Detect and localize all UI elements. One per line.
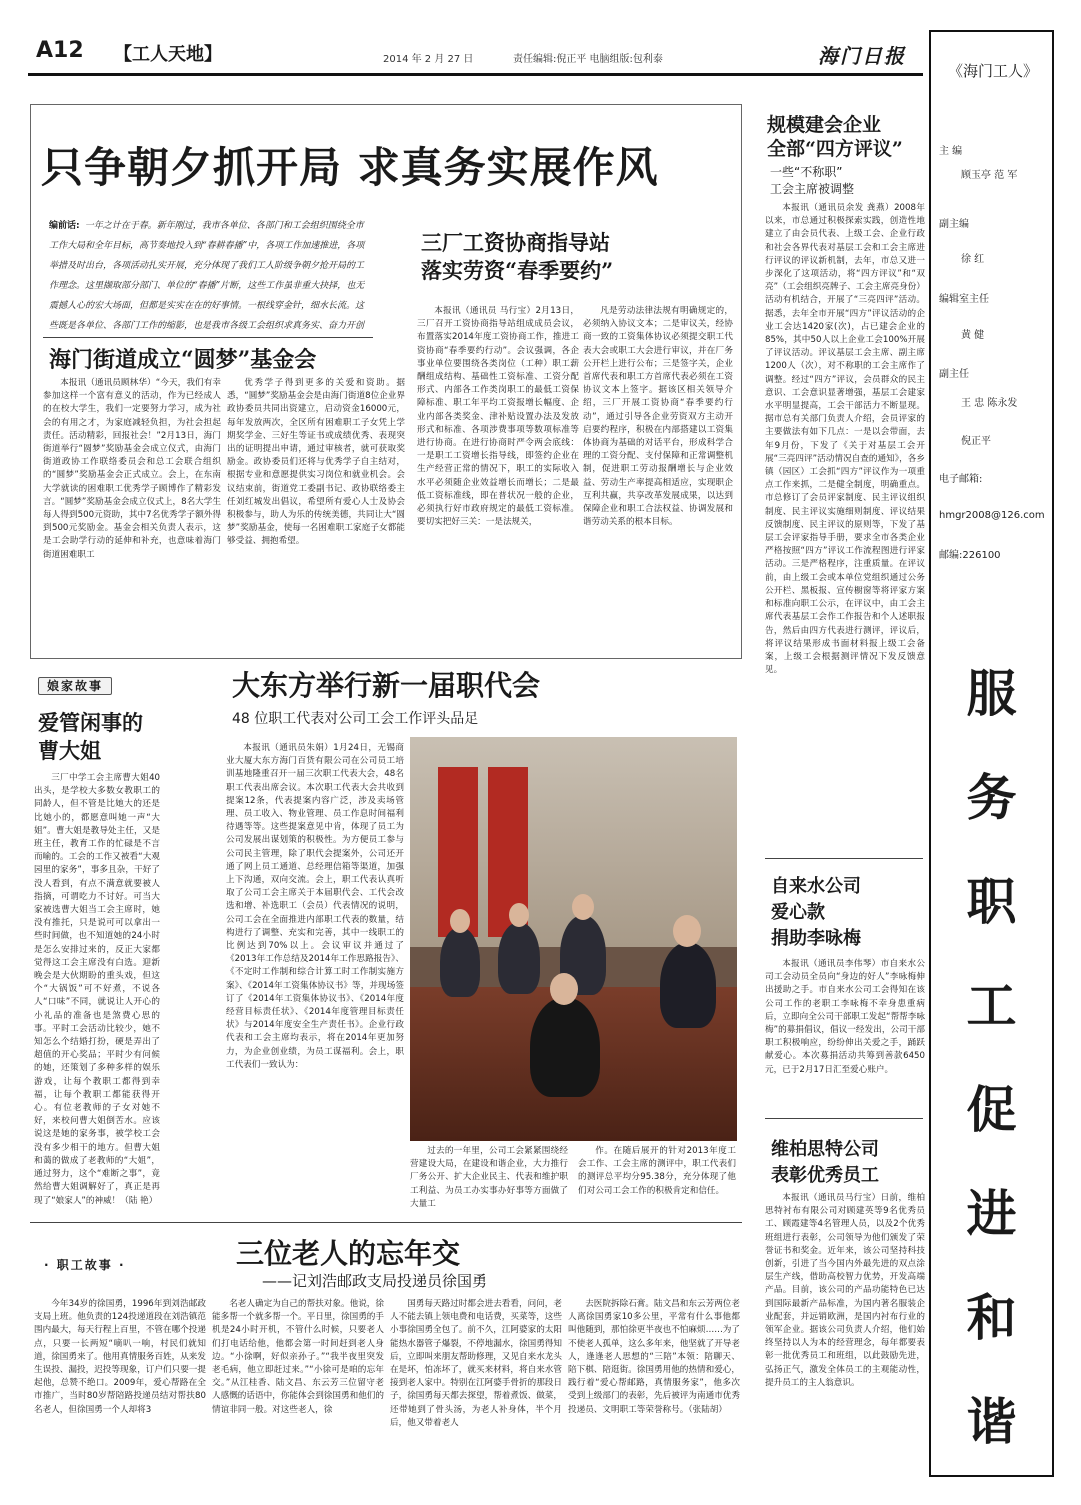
staff-line: 编辑室主任 bbox=[939, 294, 989, 305]
divider bbox=[30, 1222, 742, 1223]
slogan-char: 职 bbox=[966, 872, 1017, 931]
siping-headline-2: 全部“四方评议” bbox=[767, 138, 903, 160]
staff-line: hmgr2008@126.com bbox=[939, 510, 1045, 521]
slogan-char: 服 bbox=[966, 664, 1017, 723]
editor-note-label: 编前话: bbox=[49, 221, 80, 231]
slogan-char: 工 bbox=[966, 976, 1017, 1035]
siping-headline-1: 规模建会企业 bbox=[767, 114, 882, 136]
slogan-char: 务 bbox=[966, 768, 1017, 827]
water-body: 本报讯（通讯员李伟琴）市自来水公司工会动员全员向“身边的好人”李咏梅伸出援助之手。市自来水公司工会得知在该公司工作的老职工李咏梅不幸身患重病后，立即向全公司干部职工发起“帮帮李咏梅”的募捐倡议，倡议一经发出，公司干部职工积极响应，纷纷伸出关爱之手，踊跃献爱心。本次募捐活动共筹到善款6450元，已于2月17日汇至爱心账户。 bbox=[765, 959, 925, 1075]
staff-line: 王 忠 陈永发 bbox=[961, 398, 1018, 409]
editor-note bbox=[49, 213, 369, 333]
staff-line: 主 编 bbox=[939, 146, 963, 157]
dadongfang-headline: 大东方举行新一届职代会 bbox=[232, 669, 541, 702]
meeting-photo bbox=[410, 737, 737, 1141]
editor-note-text: 一年之计在于春。新年刚过，我市各单位、各部门和工会组织围绕全市工作大局和全年目标，高节奏地投入到“春耕春播”中，各项工作加速推进，各项举措及时出台，各项活动扎实开展，充分体现了我们工人阶级争朝夕抢开局的工作理念。这里撷取部分部门、单位的“春播”片断，这些工作虽非重大抉择，也无震撼人心的宏大场面，但都是实实在在的好事情。一根线穿金针，细水长流。这些既是各单位、各部门工作的缩影，也是我市各级工会组织求真务实、奋力开创 bbox=[49, 221, 365, 331]
cao-headline-2: 曹大姐 bbox=[38, 738, 101, 763]
siping-body: 本报讯（通讯员余发 龚燕）2008年以来，市总通过积极探索实践，创造性地建立了由会员代表、上级工会、企业行政和社会各界代表对基层工会和工会主席进行评议的评议新机制，去年，市总又进一步深化了这项活动，将“四方评议”和“双亮”（工会组织亮牌子、工会主席亮身份）活动有机结合，开展了“三亮四评”活动。据悉，去年全市开展“四方”评议活动的企业工会达1420家(次)，占已建会企业的85%，其中50人以上企业工会100%开展了评议活动。评议基层工会主席、副主席1200人（次），对不称职的工会主席作了调整。经过“四方”评议，会员群众的民主意识、工会意识显著增强，基层工会建家水平明显提高，工会干部活力不断显现。据市总有关部门负责人介绍，会员评家的主要做法有如下几点：一是以会带面，去年9月份，下发了《关于对基层工会开展“三亮四评”活动情况自查的通知》，各乡镇（园区）工会抓“四方”评议作为一项重点工作来抓，二是健全制度，明确重点。市总修订了会员评家制度、民主评议组织制度、民主评议实施细则制度、评议结果反馈制度、民主评议的原则等，下发了基层工会评家指导手册，要求全市各类企业严格按照“四方”评议工作流程图进行评家活动。三是严格程序，注重质量。在评议前，由上级工会或本单位党组织通过公务公开栏、黑板报、宣传橱窗等将评家方案和标准向职工公示，在评议中，由工会主席代表基层工会作工作报告和个人述职报告，然后由四方代表进行测评，评议后，将评议结果形成书面材料报上级工会备案，上级工会根据测评情况下发反馈意见。 bbox=[765, 203, 925, 676]
dadongfang-body-col1: 本报讯（通讯员朱娟）1月24日，无锡商业大厦大东方海门百货有限公司在公司员工培训基地隆重召开一届三次职工代表大会，48名职工代表出席会议。本次职工代表大会共收到提案12条，代表提案内容广泛，涉及卖场管理、员工收入、物业管理、员工作息时间福利待遇等等。这些提案意见中肯，体现了员工为公司发展出谋划策的积极性。为方便员工参与公司民主管理，除了职代会提案外，公司还开通了网上员工通道、总经理信箱等渠道，加强上下沟通，双向交流。会上，职工代表认真听取了公司工会主席关于本届职代会、工代会改选和增、补选职工（会员）代表情况的说明，公司工会在全面推进内部职工代表的数量，结构进行了调整、充实和完善，其中一线职工的比例达到70%以上。会议审议并通过了《2013年工作总结及2014年工作思路报告》、《不定时工作制和综合计算工时工作制实施方案》、《2014年工资集体协议书》等，并现场签订了《2014年工资集体协议书》、《2014年度经营目标责任状》、《2014年度管理目标责任状》与2014年度安全生产责任书》。企业行政代表和工会主席均表示，将在2014年更加努力，为企业创业绩，为员工谋福利。会上，职工代表们一致认为： bbox=[226, 743, 404, 1070]
section-label: 【工人天地】 bbox=[114, 44, 222, 65]
editor-credits: 责任编辑:倪正平 电脑组版:包利泰 bbox=[513, 54, 663, 65]
staff-line: 黄 健 bbox=[961, 330, 985, 341]
issue-date: 2014 年 2 月 27 日 bbox=[383, 54, 474, 65]
weeks-body-col1: 今年34岁的徐国勇，1996年到刘浩邮政支局上班。他负责的124投递道段在刘浩镇范围内最大，每天行程上百里，不管在哪个投递点，只要一长两短“嘀叭一响，村民们就知道，徐国勇来了。他用真情服务百姓，从来发生误投、漏投，迟投等现象，订户们只要一提起他，总赞不绝口。2009年，爱心帮路在全市推广，当时80岁帮陪路投递员结对帮扶80名老人，但徐国勇一个人却将3 bbox=[34, 1299, 206, 1415]
weeks-body-col2: 名老人确定为自己的帮扶对象。他说，徐能多帮一个就多帮一个。平日里，徐国勇的手机是24小时开机，不管什么时候，只要老人们打电话给他，他都会第一时间赶到老人身边。“小徐啊，好似亲孙子。”“我半夜里突发老毛病，他立即赶过来。”“小徐可是咱的忘年交。”从江桂香、陆文昌、东云芳三位留守老人感慨的话语中，你能体会到徐国勇和他们的情谊非同一般。对这些老人，徐 bbox=[212, 1299, 384, 1415]
page-header bbox=[28, 32, 923, 72]
weeks-body-col4: 去医院拆除石膏。陆文昌和东云芳两位老人离徐国勇家10多公里，平常有什么事他都叫他随到，那怕徐更半夜也不怕麻烦……为了不使老人孤单，这么多年来，他坚就了开导老人，逢逢老人思想的“三陪”本领：陪聊天、陪下棋、陪逛街。徐国勇用他的热情和爱心，践行着“爱心帮邮路，真情服务家”，他多次受到上级部门的表彰，先后被评为南通市优秀投递员、文明职工等荣誉称号。（张陆胡） bbox=[568, 1299, 740, 1415]
yuanmeng-headline: 海门街道成立“圆梦”基金会 bbox=[49, 347, 317, 373]
siping-subhead-2: 工会主席被调整 bbox=[770, 182, 855, 196]
wage-headline-1: 三厂工资协商指导站 bbox=[421, 230, 610, 255]
newspaper-masthead: 海门日报 bbox=[818, 44, 906, 68]
header-rule bbox=[28, 73, 923, 76]
weeks-headline: 三位老人的忘年交 bbox=[236, 1237, 461, 1270]
sidebar-box bbox=[929, 30, 1054, 1477]
slogan-char: 和 bbox=[966, 1288, 1017, 1347]
sidebar-title: 《海门工人》 bbox=[947, 62, 1038, 80]
wage-body-col1: 本报讯（通讯员 马行宝）2月13日，三厂召开工资协商指导站组成成员会议，布置落实2014年度工资协商工作，推进工资协商“春季要约行动”。会议强调，各企事业单位要围绕各类岗位（工种）职工薪酬组成结构、基础性工资标准、工资分配形式、内部各工作类岗职工的最低工资保障标准、职工年平均工资报增长幅度、企业内部各类奖金、津补贴设置办法及发放形式和标准、各项涉费事项等数项标准等进行协商。在进行协商时严令两会底线：一是职工工资增长指导线，即签约企业在生产经营正常的情况下，职工的实际收入水平必须随企业效益增长而增长；二是最低工资标准线，即在普状况一般的企业，必须执行好市政府规定的最低工资标准。要切实把好三关：一是法规关， bbox=[417, 306, 579, 528]
staff-line: 倪正平 bbox=[961, 436, 991, 447]
zhigong-kicker bbox=[44, 1254, 126, 1273]
lead-section bbox=[30, 104, 742, 659]
yuanmeng-body-col2: 优秀学子得到更多的关爱和资助。据悉，“圆梦”奖励基金会是由海门街道8位企业界政协委员共同出资建立，启动资金16000元，每年发放两次，全区所有困难职工子女凭上学期奖学金、三好生等证书或成绩优秀、表现突出的证明提出申请，通过审核者，就可获取奖励金。政协委员们还将与优秀学子自主结对，根据专业和意愿提供实习岗位和就业机会。会议结束前，街道党工委副书记、政协联络委主任刘红城发出倡议，希望所有爱心人士及协会积极参与，助人为乐的传统美德，共同让大“圆梦”奖励基金，使每一名困难职工家庭子女都能够受益、拥抱希望。 bbox=[227, 378, 405, 547]
slogan-char: 进 bbox=[966, 1184, 1017, 1243]
dadongfang-body-col3: 作。在随后展开的针对2013年度工会工作、工会主席的测评中，职工代表们的测评总平均分95.38分，充分体现了他们对公司工会工作的积极肯定和信任。 bbox=[578, 1146, 736, 1196]
slogan-char: 谐 bbox=[966, 1392, 1017, 1451]
siping-subhead-1: 一些“不称职” bbox=[770, 165, 843, 179]
staff-line: 顾玉亭 范 军 bbox=[961, 170, 1018, 181]
staff-line: 副主编 bbox=[939, 219, 969, 230]
water-headline-1: 自来水公司 bbox=[771, 876, 861, 897]
divider bbox=[765, 1118, 923, 1119]
dadongfang-subhead: 48 位职工代表对公司工会工作评头品足 bbox=[232, 711, 479, 727]
cao-body: 三厂中学工会主席曹大姐40出头，是学校大多数女教职工的同龄人，但不管是比她大的还是比她小的，都愿意叫她一声“大姐”。曹大姐是教导处主任，又是班主任，教育工作的忙碌是不言而喻的。工会的工作又被看“大观园里的家务”，事多且杂，干好了没人看到，有点不满意就要被人指摘，可谓吃力不讨好。可当大家被选曹大姐当工会主席时，她没有推托，只是说可可以拿出一些时间做，也不知道她的24小时是怎么安排过来的，反正大家都觉得这工会主席没有白选。迎新晚会是大伙期盼的重头戏，但这个“大锅饭”可不好煮，不说各人“口味”不同，就说让人开心的小礼品的准备也是煞费心思的事。平时工会活动比较少，她不知怎么个结婚打扮，硬是弄出了超值的开心奖品；平时少有问候的她，还策划了多种多样的娱乐游戏，让每个教职工都得到幸福，让每个教职工都能获得开心。有位老教师的子女对她不好，来校问曹大姐倒苦水。应该说这是她的家务事，被学校工会没有多少相干的地方。但曹大姐和蔼的做成了老教师的“大姐”，通过努力，这个“难断之事”，竟然给曹大姐调解好了，真正是再现了“娘家人”的神威！（陆 艳） bbox=[34, 773, 160, 1206]
slogan-char: 促 bbox=[966, 1080, 1017, 1139]
vbt-headline-2: 表彰优秀员工 bbox=[771, 1165, 879, 1186]
staff-line: 邮编:226100 bbox=[939, 550, 1001, 561]
kicker-label: · 职工故事 · bbox=[44, 1258, 126, 1272]
slogan bbox=[931, 642, 1052, 1474]
staff-line: 电子邮箱: bbox=[939, 474, 983, 485]
kicker-label: 娘家故事 bbox=[38, 677, 112, 695]
lead-headline: 只争朝夕抓开局 求真务实展作风 bbox=[41, 143, 659, 192]
wage-body-col2: 凡是劳动法律法规有明确规定的，必须纳入协议文本；二是审议关，经协商一致的工资集体协议必须提交职工代表大会或职工大会进行审议，并在厂务公开栏上进行公布；三是签字关，企业首席代表和职工方首席代表必须在工资协议文本上签字。据该区相关领导介绍，三厂开展工资协商“春季要约行动”，通过引导各企业劳资双方主动开启要约程序，积极在内部搭建以工资集体协商为基础的对话平台，形成科学合理的工资分配、支付保障和正常调整机制，促进职工劳动报酬增长与企业效益、劳动生产率提高相适应，实现职企互利共赢，共享改革发展成果，以达到保障企业和职工合法权益、协调发展和谐劳动关系的根本目标。 bbox=[583, 306, 733, 528]
weeks-body-col3: 国勇每天路过时都会进去看看，问问，老人不能去镇上领电费和电话费，买菜等，这些小事徐国勇全包了。前不久，江阿婆家的太阳能热水器管子爆裂，不停地漏水，徐国勇得知后，立即叫来朋友帮助修理，又见自来水龙头在是坏，怕冻坏了，就买来材料，将自来水管接到老人家中。特别在江阿婆手骨折的那段日子，徐国勇每天都去探望，帮着煮饭、做菜，还带她到了骨头汤，为老人补身体，半个月后，他又带着老人 bbox=[390, 1299, 562, 1428]
water-headline-2: 爱心款 bbox=[771, 902, 825, 923]
divider bbox=[43, 337, 373, 338]
vbt-headline-1: 维柏思特公司 bbox=[771, 1139, 879, 1160]
yuanmeng-body-col1: 本报讯（通讯员顾林华）“今天，我们有幸参加这样一个富有意义的活动，作为已经成人的在校大学生，我们一定要努力学习，成为社会的有用之才，为家庭减轻负担，为社会担起责任。活动精彩，回报社会！”2月13日，海门街道举行“圆梦”奖励基金会成立仪式，由海门街道政协工作联络委员会和总工会联合组织的“圆梦”奖励基金会正式成立。会上，在东南大学就读的困难职工优秀学子顾博作了精彩发言。“圆梦”奖励基金会成立仪式上，8名大学生每人得到500元资助，其中7名优秀学子额外得到500元奖励金。基金会相关负责人表示，这是工会助学行动的延伸和补充，也意味着海门街道困难职工 bbox=[43, 378, 221, 560]
cao-headline-1: 爱管闲事的 bbox=[38, 710, 143, 735]
staff-line: 徐 红 bbox=[961, 254, 985, 265]
water-headline-3: 捐助李咏梅 bbox=[771, 928, 861, 949]
dadongfang-body-col2: 过去的一年里，公司工会紧紧围绕经营建设大局，在建设和谐企业，大力推行厂务公开、扩大企业民主、代表和维护职工利益、为员工办实事办好事等方面做了大量工 bbox=[410, 1146, 568, 1209]
niangjia-kicker bbox=[38, 675, 112, 694]
staff-line: 副主任 bbox=[939, 369, 969, 380]
page-number: A12 bbox=[36, 38, 84, 63]
wage-headline-2: 落实劳资“春季要约” bbox=[421, 258, 614, 283]
divider bbox=[765, 858, 923, 859]
vbt-body: 本报讯（通讯员马行宝）日前，维柏思特衬布有限公司对顾建英等9名优秀员工、顾霞建等4名管理人员，以及2个优秀班组进行表彰，公司领导为他们颁发了荣誉证书和奖金。近年来，该公司坚持科技创新，引进了当今国内外最先进的双点涂层生产线，借助高校智力优势，开发高端产品。目前，该公司的产品功能特色已达到国际最新产品标准，为国内著名服装企业配套，并远销欧洲，是国内衬布行业的领军企业。据该公司负责人介绍，他们始终坚持以人为本的经营理念，每年都要表彰一批优秀员工和班组，以此鼓励先进，弘扬正气，激发全体员工的主观能动性，提升员工的主人翁意识。 bbox=[765, 1193, 925, 1388]
weeks-subhead: ——记刘浩邮政支局投递员徐国勇 bbox=[262, 1272, 488, 1290]
